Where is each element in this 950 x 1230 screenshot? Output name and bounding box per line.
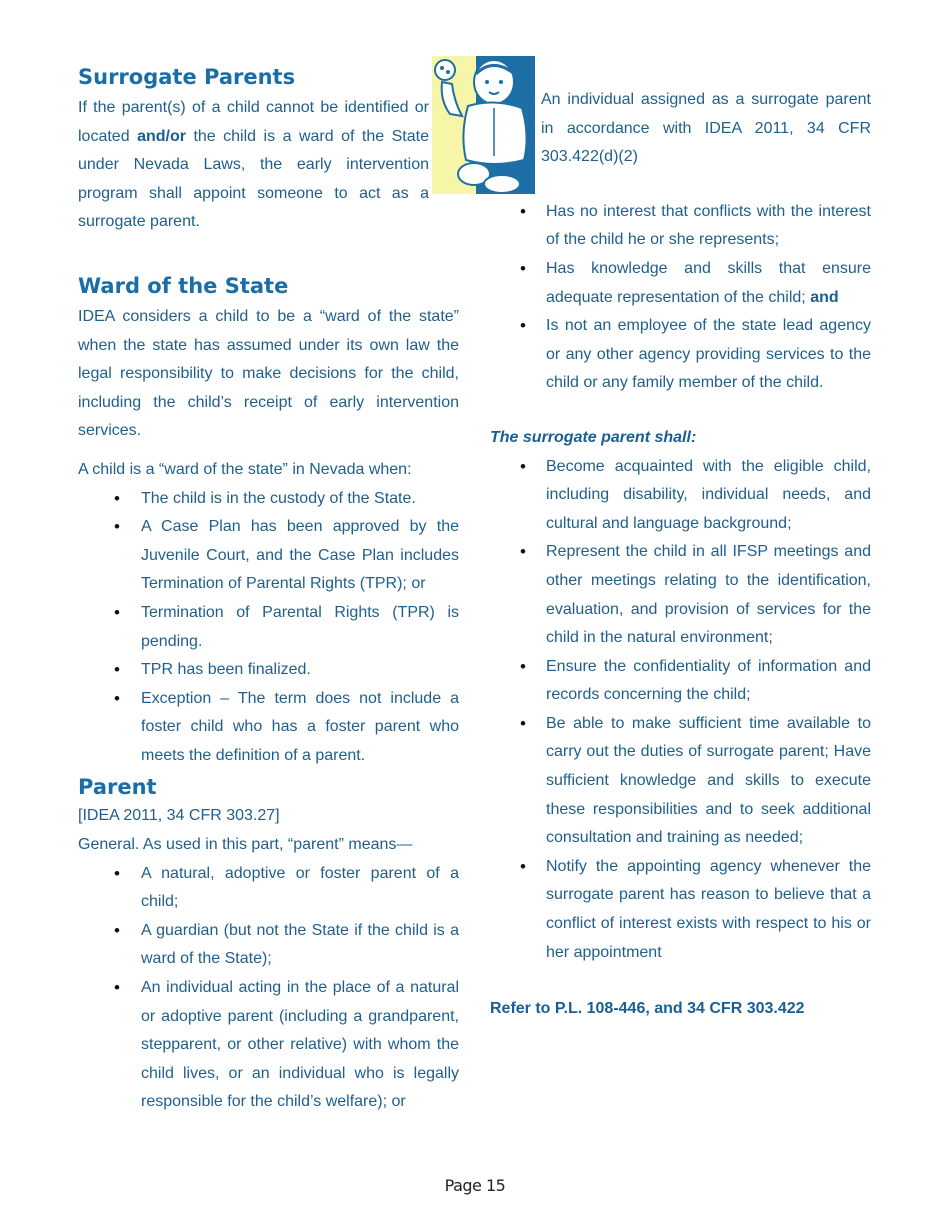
list-item: • TPR has been finalized.: [78, 656, 459, 685]
list-item: • A guardian (but not the State if the child is a ward of the State);: [78, 917, 459, 974]
list-item: • Represent the child in all IFSP meetings and other meetings relating to the identification, evaluation, and provision of services for the child in the natural environment;: [490, 538, 871, 652]
parent-intro: General. As used in this part, “parent” means—: [78, 836, 413, 854]
parent-citation: [IDEA 2011, 34 CFR 303.27]: [78, 807, 280, 825]
surrogate-criteria-list: [490, 198, 871, 398]
list-item: • A natural, adoptive or foster parent of a child;: [78, 860, 459, 917]
parent-definition-list: [78, 860, 459, 1117]
right-column: [490, 86, 871, 1024]
page-number: Page 15: [444, 1176, 506, 1195]
surrogate-parents-paragraph: [78, 94, 429, 237]
left-column: [78, 62, 459, 1117]
ward-criteria-list: [78, 485, 459, 771]
surrogate-shall-heading: The surrogate parent shall:: [490, 428, 697, 446]
list-item: • Be able to make sufficient time available to carry out the duties of surrogate parent; Have sufficient knowledge and skills to execute these responsibilities and to seek additional consultation and training as needed;: [490, 710, 871, 853]
list-item: • An individual acting in the place of a natural or adoptive parent (including a grandparent, stepparent, or other relative) with whom the child lives, or an individual who is legally responsible for the child’s welfare); or: [78, 974, 459, 1117]
criteria-and: and: [810, 288, 839, 306]
ward-intro: A child is a “ward of the state” in Nevada when:: [78, 460, 412, 478]
surrogate-duties-list: [490, 453, 871, 968]
list-item: • Exception – The term does not include a foster child who has a foster parent who meets the definition of a parent.: [78, 685, 459, 771]
parent-heading: Parent: [78, 775, 157, 800]
ward-of-state-paragraph: IDEA considers a child to be a “ward of the state” when the state has assumed under its own law the legal responsibility to make decisions for the child, including the child’s receipt of early intervention services.: [78, 307, 459, 440]
list-item: • Ensure the confidentiality of information and records concerning the child;: [490, 653, 871, 710]
list-item: • The child is in the custody of the State.: [78, 485, 459, 514]
list-item: [490, 255, 871, 312]
list-item: • Is not an employee of the state lead agency or any other agency providing services to the child or any family member of the child.: [490, 312, 871, 398]
list-item: • Has no interest that conflicts with the interest of the child he or she represents;: [490, 198, 871, 255]
surrogate-text-2: the child is a ward of the State under Nevada Laws, the early intervention program shall appoint someone to act as a surrogate parent.: [78, 127, 429, 231]
refer-citation: Refer to P.L. 108-446, and 34 CFR 303.422: [490, 1000, 805, 1018]
surrogate-assigned-paragraph: An individual assigned as a surrogate parent in accordance with IDEA 2011, 34 CFR 303.422(d)(2): [541, 91, 871, 166]
surrogate-bold-andor: and/or: [137, 127, 186, 145]
list-item: • Termination of Parental Rights (TPR) is pending.: [78, 599, 459, 656]
list-item: • Become acquainted with the eligible child, including disability, individual needs, and cultural and language background;: [490, 453, 871, 539]
surrogate-text-1: If the parent(s) of a child cannot be identified or located: [78, 99, 429, 145]
list-item: • A Case Plan has been approved by the Juvenile Court, and the Case Plan includes Termination of Parental Rights (TPR); or: [78, 513, 459, 599]
criteria-text: Has knowledge and skills that ensure adequate representation of the child;: [546, 259, 871, 306]
surrogate-parents-heading: Surrogate Parents: [78, 65, 296, 89]
list-item: • Notify the appointing agency whenever the surrogate parent has reason to believe that a conflict of interest exists with respect to his or her appointment: [490, 853, 871, 967]
ward-of-state-heading: Ward of the State: [78, 273, 289, 298]
